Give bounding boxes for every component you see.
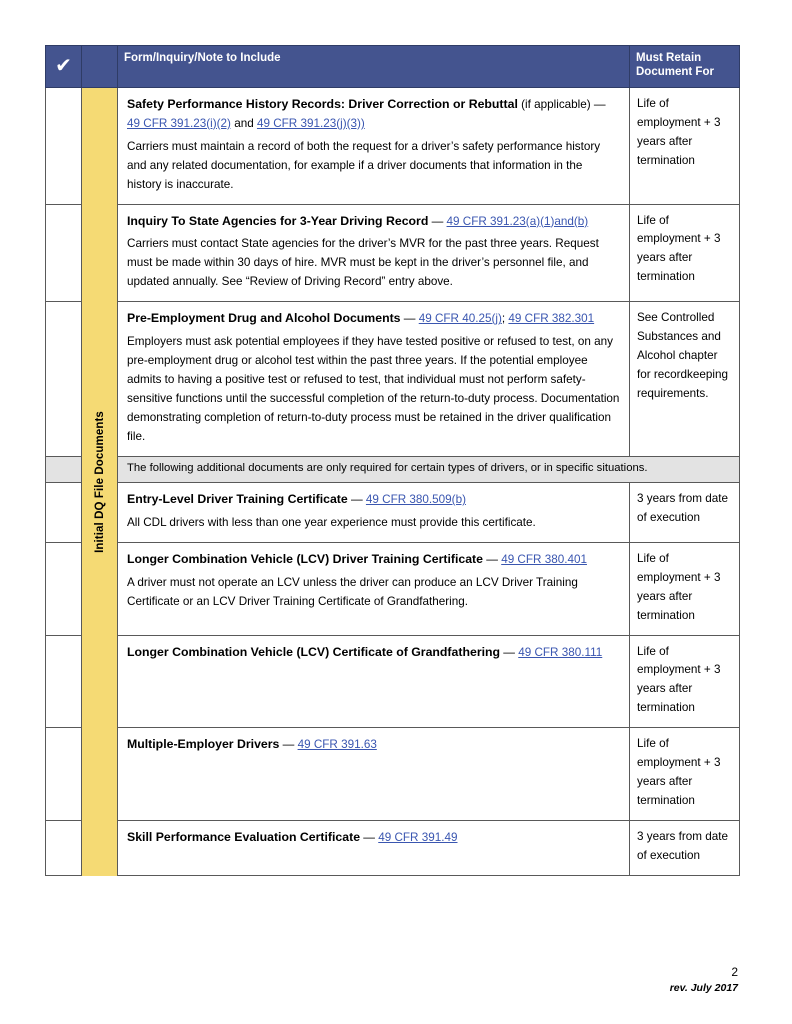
column-header-must-retain: Must Retain Document For (630, 46, 740, 88)
checkbox-cell[interactable] (46, 635, 82, 728)
section-band-label: Initial DQ File Documents (93, 410, 106, 553)
retention-cell: See Controlled Substances and Alcohol chapter for recordkeeping requirements. (630, 302, 740, 457)
table-row (46, 635, 740, 728)
entry-description: Employers must ask potential employees if they have tested positive or refused to test, on any pre-employment drug or alcohol test within the past three years. If the potential employee admits to having a positive test or refused to test, that individual must not perform safety-sensitive functions until the successful completion of the return-to-duty process. Documentation demonstrating completion of return-to-duty process must be retained in the driver qualification file. (127, 335, 620, 444)
citation-link[interactable]: 49 CFR 380.401 (501, 552, 587, 566)
checkbox-cell[interactable] (46, 821, 82, 876)
table-row (46, 542, 740, 635)
table-row (46, 204, 740, 302)
table-body (46, 87, 740, 875)
entry-dash: — (350, 492, 363, 506)
entry-dash: — (282, 738, 295, 752)
entry-dash: — (363, 831, 375, 845)
entry-dash: — (403, 312, 416, 326)
retention-cell: 3 years from date of execution (630, 821, 740, 876)
section-band (82, 87, 118, 875)
entry-description: All CDL drivers with less than one year experience must provide this certificate. (127, 515, 536, 529)
entry-cell (118, 482, 630, 542)
entry-title: Pre-Employment Drug and Alcohol Documents (127, 311, 401, 326)
retention-cell: 3 years from date of execution (630, 482, 740, 542)
table-header (46, 46, 740, 88)
citation-joiner: and (234, 116, 254, 130)
entry-heading: Pre-Employment Drug and Alcohol Documents — 49 CFR 40.25(j); 49 CFR 382.301 (127, 311, 595, 326)
table-row (46, 87, 740, 204)
entry-title: Entry-Level Driver Training Certificate (127, 491, 348, 506)
citation-link[interactable]: 49 CFR 391.63 (297, 738, 377, 752)
section-note-row (46, 457, 740, 483)
entry-dash: — (486, 552, 498, 566)
citation-link[interactable]: 49 CFR 380.111 (518, 645, 603, 659)
entry-title: Multiple-Employer Drivers (127, 737, 280, 752)
checkbox-cell[interactable] (46, 457, 82, 483)
entry-description: Carriers must maintain a record of both the request for a driver’s safety performance history and any related documentation, for example if a driver documents that information in the history is inaccurate. (127, 139, 601, 191)
table-row (46, 821, 740, 876)
table-row (46, 728, 740, 821)
table-row (46, 482, 740, 542)
entry-title: Safety Performance History Records: Driver Correction or Rebuttal (127, 96, 518, 111)
entry-description: A driver must not operate an LCV unless the driver can produce an LCV Driver Training Certificate or an LCV Driver Training Certificate of Grandfathering. (127, 575, 578, 608)
entry-heading (127, 735, 620, 755)
entry-cell (118, 542, 630, 635)
entry-description: Carriers must contact State agencies for the driver’s MVR for the past three years. Request must be made within 30 days of hire. MVR must be kept in the driver’s personnel file, and updated annually. See “Review of Driving Record” entry above. (127, 237, 599, 289)
citation-link[interactable]: 49 CFR 40.25(j) (418, 312, 502, 326)
entry-heading (127, 95, 620, 134)
dq-file-documents-table (45, 45, 740, 876)
entry-title: Inquiry To State Agencies for 3-Year Driving Record (127, 213, 429, 228)
entry-cell (118, 87, 630, 204)
page-number: 2 (731, 965, 738, 979)
entry-cell (118, 728, 630, 821)
citation-link[interactable]: 49 CFR 391.23(a)(1)and(b) (446, 214, 589, 228)
band-column-header (82, 46, 118, 88)
entry-cell (118, 635, 630, 728)
checkbox-cell[interactable] (46, 482, 82, 542)
entry-heading (127, 212, 620, 232)
checkbox-cell[interactable] (46, 302, 82, 457)
entry-cell (118, 302, 630, 457)
entry-dash: — (503, 645, 515, 659)
revision-date: rev. July 2017 (669, 982, 738, 994)
entry-dash: — (593, 97, 606, 111)
checkmark-column-header (46, 46, 82, 88)
entry-qualifier: (if applicable) (521, 97, 591, 111)
checkmark-icon: ✔ (55, 55, 72, 78)
entry-title: Longer Combination Vehicle (LCV) Driver Training Certificate (127, 551, 483, 566)
checkbox-cell[interactable] (46, 204, 82, 302)
citation-link[interactable]: 49 CFR 380.509(b) (365, 492, 466, 506)
entry-title: Longer Combination Vehicle (LCV) Certificate of Grandfathering (127, 644, 501, 659)
entry-cell (118, 204, 630, 302)
column-header-form-inquiry: Form/Inquiry/Note to Include (118, 46, 630, 88)
entry-title: Skill Performance Evaluation Certificate (127, 830, 361, 845)
section-note-text: The following additional documents are only required for certain types of drivers, or in specific situations. (118, 457, 740, 483)
entry-heading (127, 550, 620, 570)
entry-cell (118, 821, 630, 876)
retention-cell: Life of employment + 3 years after termination (630, 542, 740, 635)
entry-heading (127, 828, 620, 848)
entry-heading (127, 643, 620, 663)
entry-dash: — (431, 214, 444, 228)
retention-cell: Life of employment + 3 years after termination (630, 635, 740, 728)
page-footer (670, 963, 738, 997)
entry-heading (127, 490, 620, 510)
citation-link[interactable]: 49 CFR 391.23(i)(2) (127, 116, 231, 130)
header-row (46, 46, 740, 88)
checkbox-cell[interactable] (46, 542, 82, 635)
checkbox-cell[interactable] (46, 728, 82, 821)
table-row (46, 302, 740, 457)
retention-cell: Life of employment + 3 years after termination (630, 87, 740, 204)
citation-link[interactable]: 49 CFR 382.301 (508, 312, 595, 326)
citation-link[interactable]: 49 CFR 391.49 (378, 831, 458, 845)
retention-cell: Life of employment + 3 years after termination (630, 204, 740, 302)
citation-link[interactable]: 49 CFR 391.23(j)(3)) (256, 116, 365, 130)
checkbox-cell[interactable] (46, 87, 82, 204)
retention-cell: Life of employment + 3 years after termination (630, 728, 740, 821)
